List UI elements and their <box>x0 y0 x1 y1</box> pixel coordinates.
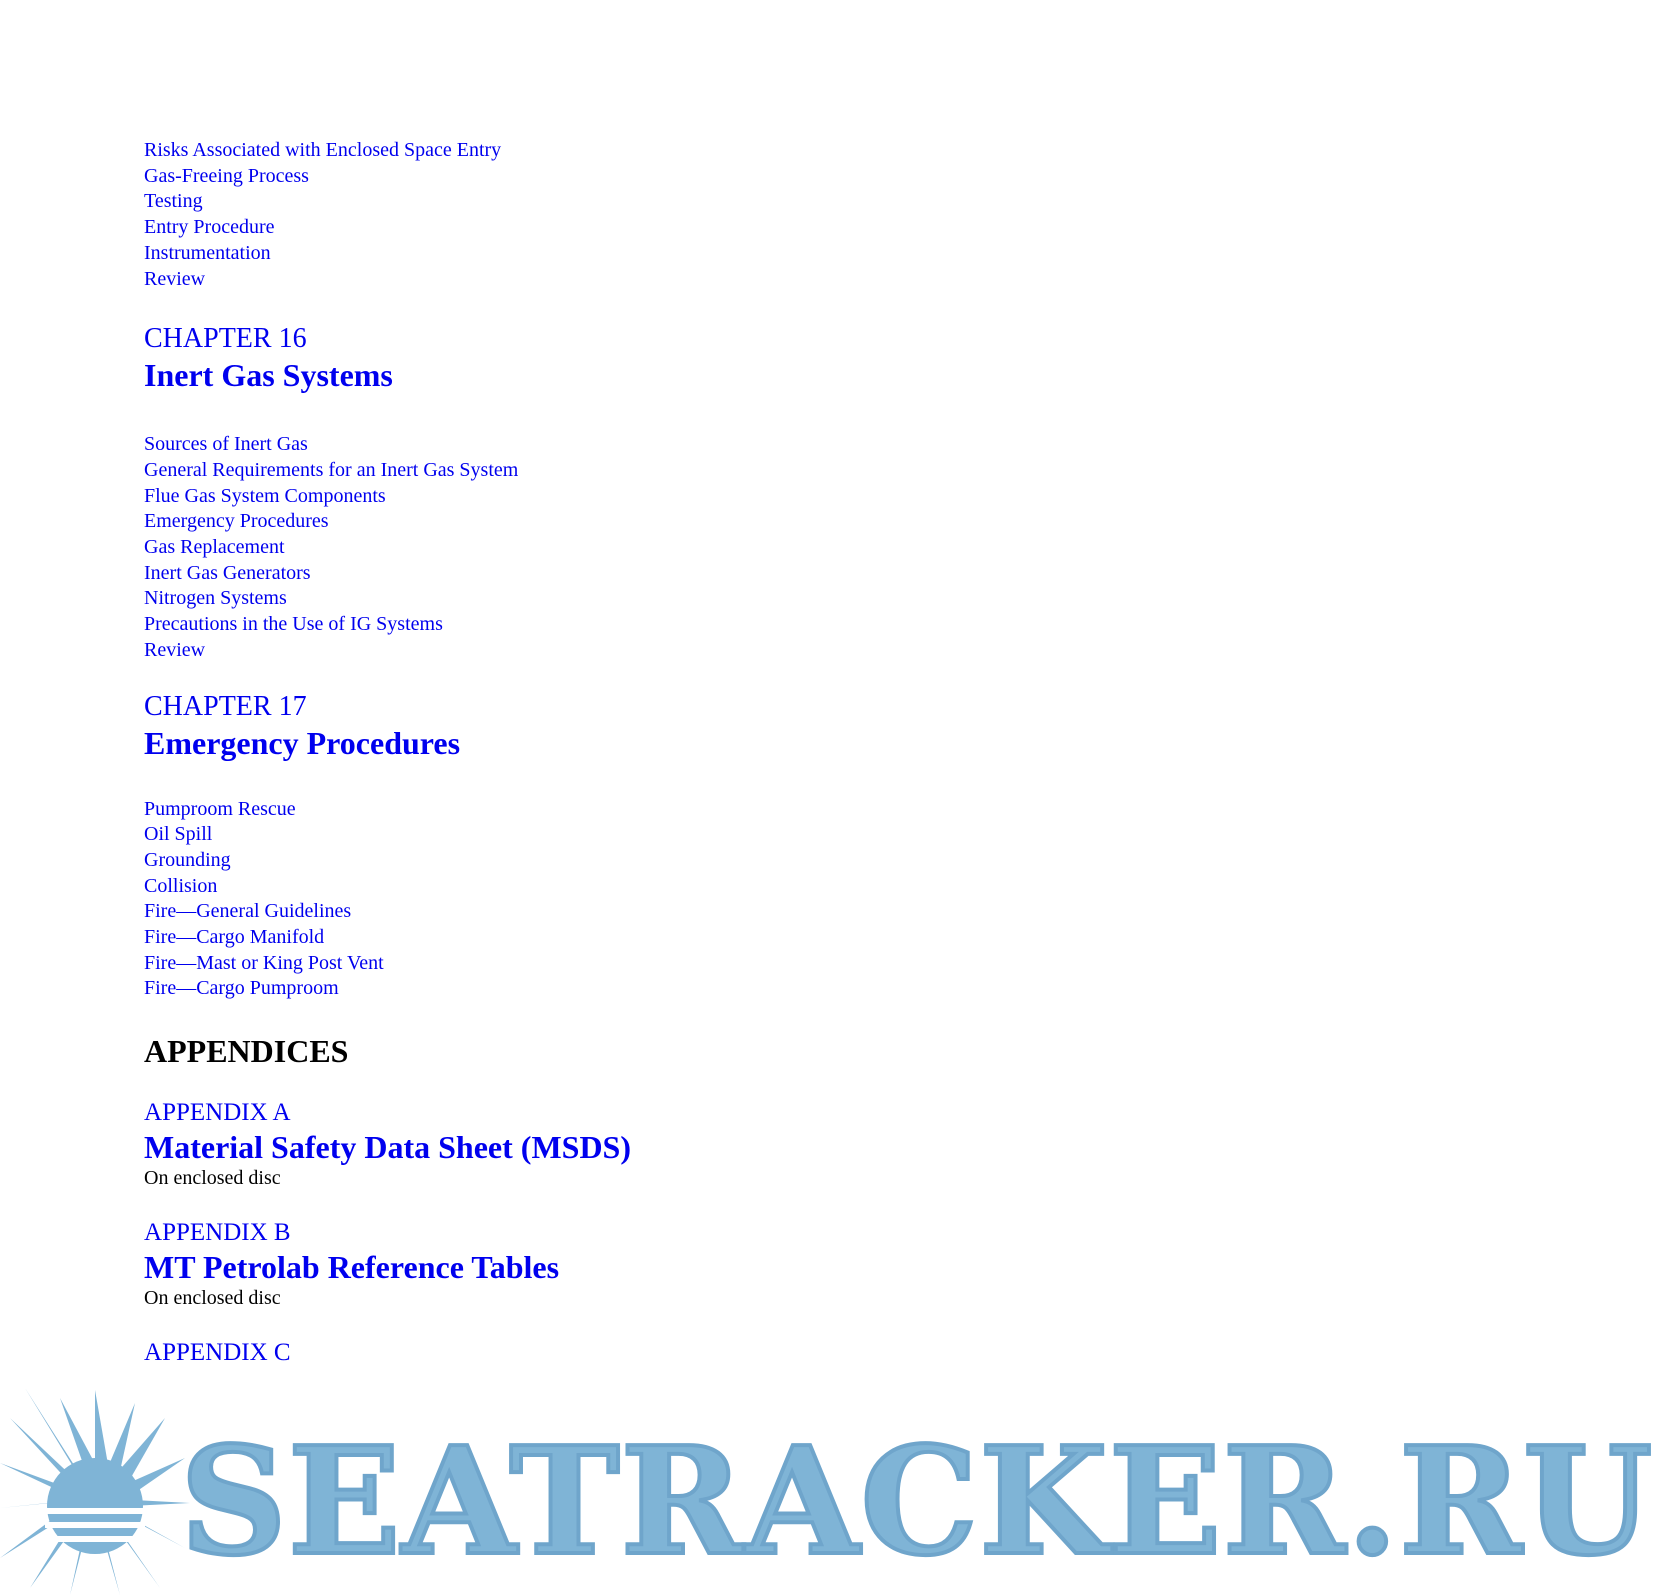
sun-burst-icon <box>0 1388 190 1595</box>
toc-link[interactable]: Flue Gas System Components <box>144 484 386 507</box>
appendices-heading: APPENDICES <box>144 1033 349 1070</box>
toc-link[interactable]: Entry Procedure <box>144 216 275 239</box>
toc-link[interactable]: Review <box>144 638 206 661</box>
appendix-a-label <box>144 1098 1144 1128</box>
appendix-a-title-link[interactable]: Material Safety Data Sheet (MSDS) <box>144 1129 631 1166</box>
appendix-letter: A <box>272 1099 291 1127</box>
chapter15-link-list <box>144 138 1144 292</box>
appendix-a-note: On enclosed disc <box>144 1167 281 1190</box>
toc-link[interactable]: Gas Replacement <box>144 536 285 559</box>
appendix-label-initial: A <box>144 1339 163 1367</box>
appendix-b-label <box>144 1218 1144 1248</box>
toc-link[interactable]: Oil Spill <box>144 823 213 846</box>
appendix-letter: B <box>273 1219 291 1247</box>
appendix-label-rest: PPENDIX <box>162 1219 268 1247</box>
toc-link[interactable]: Sources of Inert Gas <box>144 433 308 456</box>
chapter17-link-list <box>144 797 1144 1003</box>
toc-link[interactable]: Risks Associated with Enclosed Space Entry <box>144 139 502 161</box>
toc-link[interactable]: Emergency Procedures <box>144 510 329 533</box>
toc-link[interactable]: Fire—Cargo Manifold <box>144 926 325 949</box>
toc-link[interactable]: Instrumentation <box>144 241 271 264</box>
appendix-b-title-link[interactable]: MT Petrolab Reference Tables <box>144 1249 560 1286</box>
chapter17-label: CHAPTER 17 <box>144 690 307 722</box>
appendix-label-rest: PPENDIX <box>162 1339 268 1367</box>
appendix-label-initial: A <box>144 1099 163 1127</box>
toc-link[interactable]: Fire—Mast or King Post Vent <box>144 951 384 974</box>
appendix-label-rest: PPENDIX <box>162 1099 268 1127</box>
toc-link[interactable]: Precautions in the Use of IG Systems <box>144 613 443 636</box>
chapter16-label: CHAPTER 16 <box>144 323 307 355</box>
chapter16-link-list <box>144 432 1144 663</box>
toc-link[interactable]: General Requirements for an Inert Gas System <box>144 458 519 481</box>
toc-link[interactable]: Nitrogen Systems <box>144 587 287 610</box>
appendix-label-initial: A <box>144 1219 163 1247</box>
toc-link[interactable]: Collision <box>144 874 218 897</box>
table-of-contents <box>144 138 1144 1368</box>
toc-link[interactable]: Grounding <box>144 848 231 871</box>
appendix-b-note: On enclosed disc <box>144 1287 281 1310</box>
appendix-c-label <box>144 1338 1144 1368</box>
watermark <box>0 1388 1653 1595</box>
toc-link[interactable]: Testing <box>144 190 203 213</box>
watermark-text: SEATRACKER.RU <box>180 1414 1653 1588</box>
toc-link[interactable]: Pumproom Rescue <box>144 797 296 820</box>
toc-link[interactable]: Review <box>144 267 206 290</box>
appendix-letter: C <box>273 1339 291 1367</box>
toc-link[interactable]: Fire—General Guidelines <box>144 900 352 923</box>
toc-link[interactable]: Gas-Freeing Process <box>144 164 309 187</box>
toc-link[interactable]: Inert Gas Generators <box>144 561 311 584</box>
toc-link[interactable]: Fire—Cargo Pumproom <box>144 977 339 1000</box>
chapter16-title-link[interactable]: Inert Gas Systems <box>144 357 393 394</box>
chapter17-title-link[interactable]: Emergency Procedures <box>144 724 461 761</box>
